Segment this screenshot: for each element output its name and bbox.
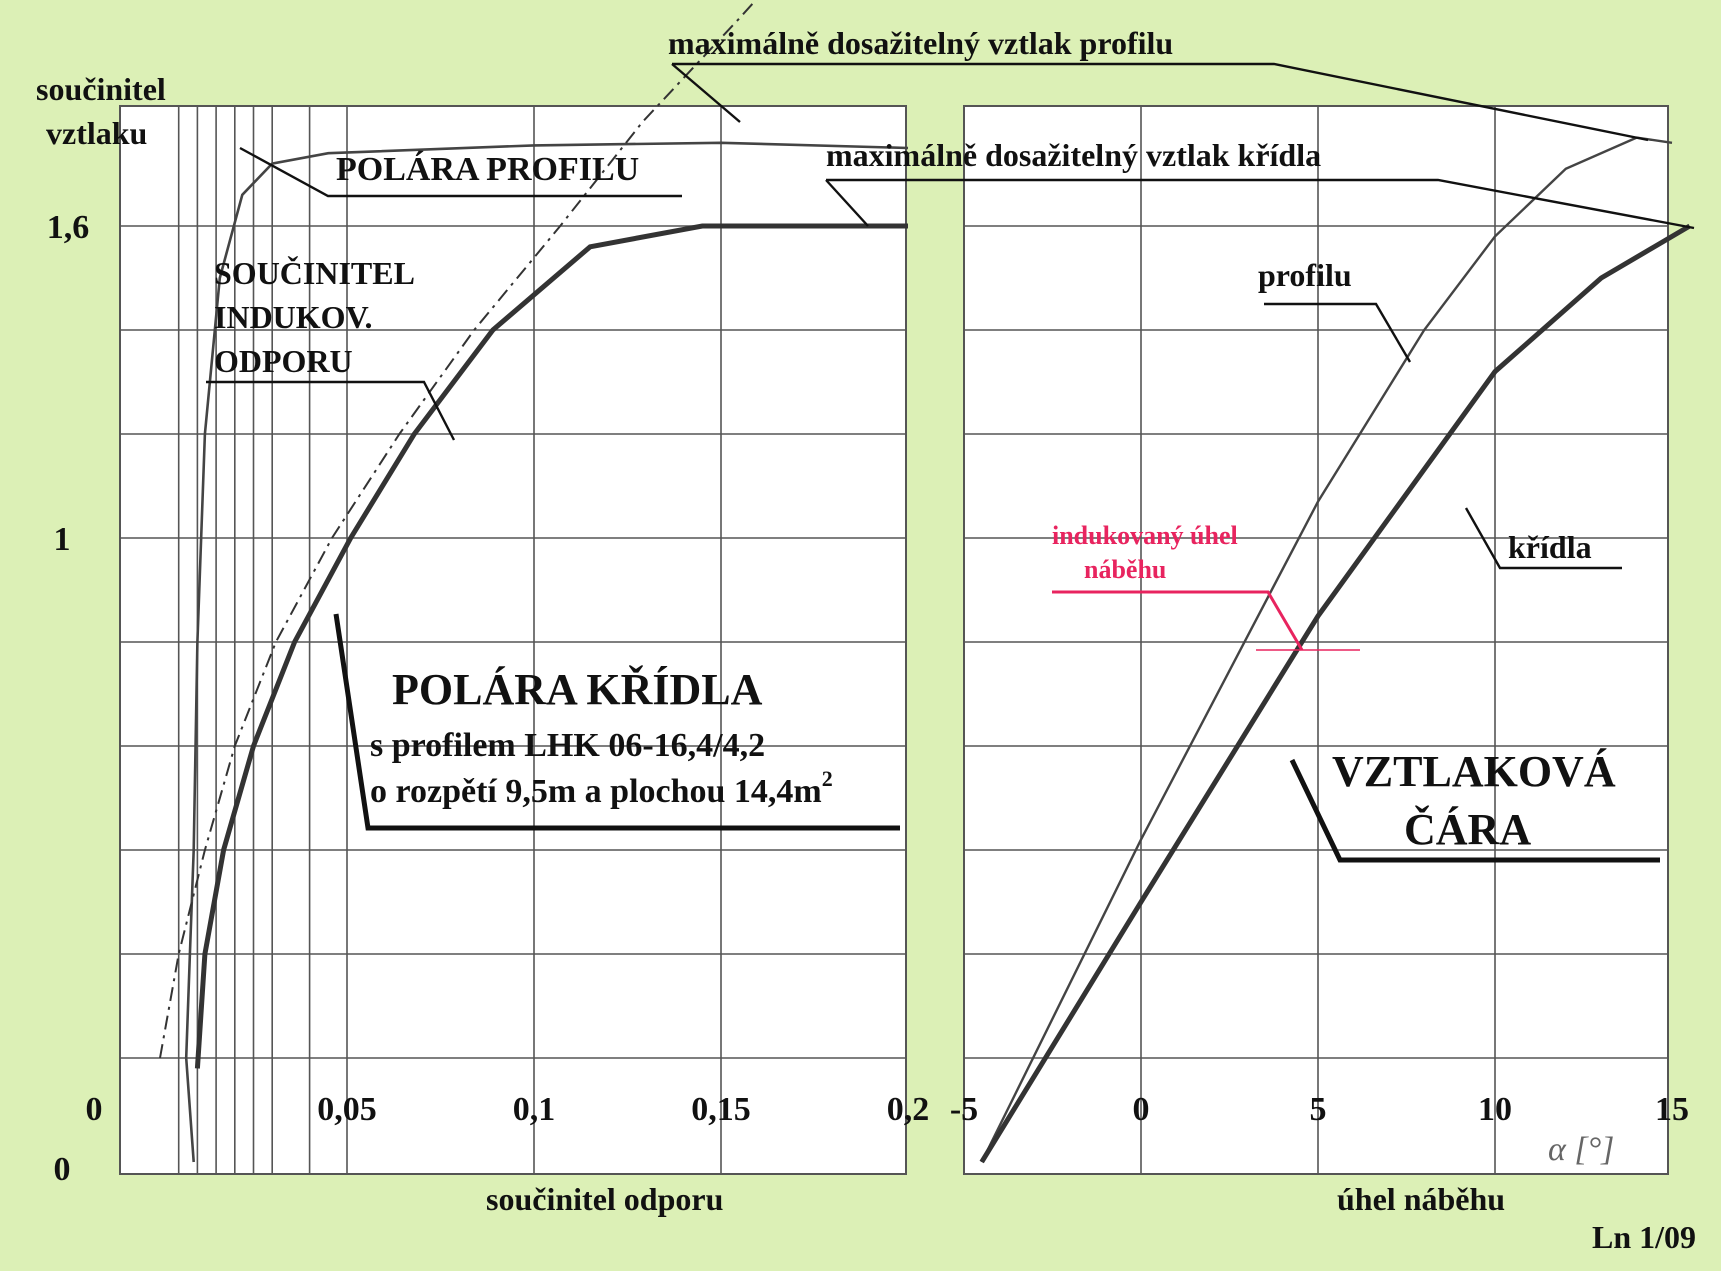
left-y-tick-label: 1,6 [46,209,90,246]
left-x-tick-label: 0,2 [886,1091,930,1128]
left-x-tick-label: 0 [85,1091,103,1128]
y-axis-label-line1: součinitel [36,71,166,107]
annotation-induced-angle-line1: indukovaný úhel [1052,521,1238,550]
annotation-max-wing: maximálně dosažitelný vztlak křídla [826,137,1322,173]
series-label-profilu: profilu [1258,257,1352,293]
chart-title-wing-polar: POLÁRA KŘÍDLA [392,665,763,714]
chart-title-lift-line2: ČÁRA [1404,805,1532,854]
left-y-tick-label: 1 [53,521,71,558]
right-x-tick-label: -5 [949,1091,979,1128]
alpha-unit-label: α [°] [1548,1131,1615,1168]
right-x-axis-label: úhel náběhu [1337,1181,1506,1217]
annotation-induced-angle-line2: náběhu [1084,555,1167,584]
left-x-tick-label: 0,1 [512,1091,556,1128]
right-x-tick-label: 0 [1132,1091,1150,1128]
page-code: Ln 1/09 [1592,1219,1697,1255]
series-label-kridla: křídla [1508,529,1592,565]
subtitle-line2 [370,766,833,810]
annotation-induced-line2: INDUKOV. [214,299,373,335]
left-x-tick-label: 0,05 [317,1091,377,1128]
left-x-axis-label: součinitel odporu [486,1181,724,1217]
subtitle-sup: 2 [821,766,833,791]
annotation-induced-line3: ODPORU [214,343,353,379]
right-x-tick-label: 10 [1478,1091,1512,1128]
left-x-tick-label: 0,15 [691,1091,751,1128]
annotation-polar-profile: POLÁRA PROFILU [336,151,640,188]
right-x-tick-label: 5 [1309,1091,1327,1128]
chart-title-lift-line1: VZTLAKOVÁ [1332,747,1616,796]
subtitle-line1: s profilem LHK 06-16,4/4,2 [370,727,766,764]
annotation-induced-line1: SOUČINITEL [214,255,415,291]
annotation-max-profile: maximálně dosažitelný vztlak profilu [668,25,1174,61]
left-y-tick-label: 0 [53,1151,71,1188]
subtitle-line2-text: o rozpětí 9,5m a plochou 14,4m [370,773,822,810]
y-axis-label-line2: vztlaku [46,115,148,151]
right-x-tick-label: 15 [1655,1091,1689,1128]
